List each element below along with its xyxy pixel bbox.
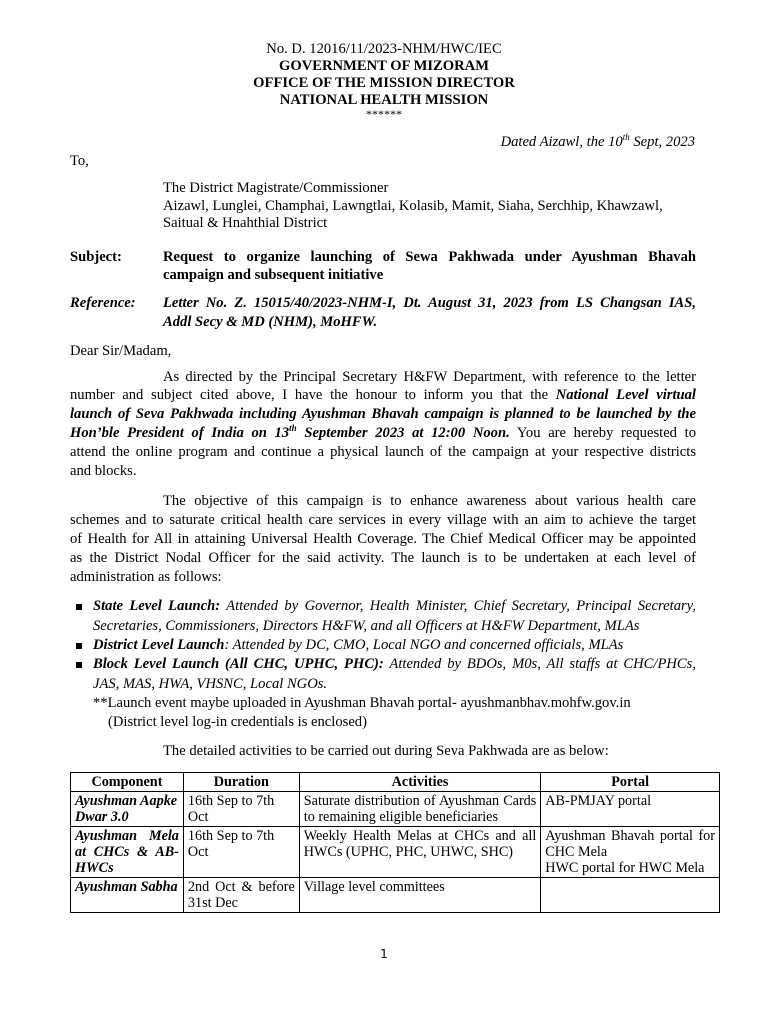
row-component: Ayushman Sabha: [71, 878, 184, 913]
bullet-state-line-1: [93, 598, 696, 615]
note-line-2: (District level log-in credentials is enclosed): [108, 714, 367, 730]
row-portal-line-1: Ayushman Bhavah portal for CHC Mela: [545, 828, 715, 860]
para1-line-2a: number and subject cited above, I have the honour to inform you that the: [70, 387, 556, 403]
row-component: Ayushman Mela at CHCs & AB-HWCs: [71, 827, 184, 878]
bullet-square-icon: [76, 643, 82, 649]
header-duration: Duration: [183, 773, 299, 792]
row-portal: [541, 827, 720, 878]
bullet-district-text: : Attended by DC, CMO, Local NGO and concerned officials, MLAs: [224, 637, 624, 653]
date-prefix: Dated Aizawl, the 10: [500, 134, 623, 150]
table-row: [71, 878, 720, 913]
subject-line-1: Request to organize launching of Sewa Pakhwada under Ayushman Bhavah: [163, 249, 696, 265]
header-component: Component: [71, 773, 184, 792]
reference-line-2: Addl Secy & MD (NHM), MoHFW.: [163, 314, 378, 330]
government-heading: GOVERNMENT OF MIZORAM: [279, 58, 489, 74]
page-number: 1: [380, 947, 388, 961]
para1-line-6: and blocks.: [70, 463, 137, 479]
reference-line-1: Letter No. Z. 15015/40/2023-NHM-I, Dt. August 31, 2023 from LS Changsan IAS,: [163, 295, 696, 311]
table-row: [71, 827, 720, 878]
bullet-state-text: Attended by Governor, Health Minister, Chief Secretary, Principal Secretary,: [220, 598, 696, 614]
para1-line-4b: September 2023 at 12:00 Noon.: [296, 425, 510, 441]
activities-table: [70, 772, 720, 913]
para1-line-4a: Hon’ble President of India on 13: [70, 425, 290, 441]
header-stars: ******: [366, 107, 402, 121]
letter-number: No. D. 12016/11/2023-NHM/HWC/IEC: [266, 41, 502, 57]
to-label: To,: [70, 153, 89, 169]
bullet-square-icon: [76, 604, 82, 610]
bullet-square-icon: [76, 662, 82, 668]
row-portal: AB-PMJAY portal: [541, 792, 720, 827]
bullet-block-label: Block Level Launch (All CHC, UPHC, PHC):: [93, 656, 384, 672]
letter-date: [501, 134, 695, 151]
bullet-state-line-2: Secretaries, Commissioners, Directors H&FW, and all Officers at H&FW Department, MLAs: [93, 618, 640, 634]
row-component: Ayushman Aapke Dwar 3.0: [71, 792, 184, 827]
para1-line-4: [70, 425, 696, 442]
header-activities: Activities: [299, 773, 541, 792]
row-portal-line-2: HWC portal for HWC Mela: [545, 860, 705, 876]
para2-line-2: schemes and to saturate critical health care services in every village with an aim to achieve the target: [70, 512, 696, 528]
para2-line-1: The objective of this campaign is to enhance awareness about various health care: [163, 493, 696, 509]
recipient-title: The District Magistrate/Commissioner: [163, 180, 389, 196]
row-portal: [541, 878, 720, 913]
bullet-state-label: State Level Launch:: [93, 598, 221, 614]
para2-line-3: of Health for All in attaining Universal Health Coverage. The Chief Medical Officer may be appointed: [70, 531, 696, 547]
para2-line-4: as the District Nodal Officer for the said activity. The launch is to be undertaken at each level of: [70, 550, 696, 566]
recipient-districts: Aizawl, Lunglei, Champhai, Lawngtlai, Kolasib, Mamit, Siaha, Serchhip, Khawzawl,: [163, 198, 663, 214]
mission-heading: NATIONAL HEALTH MISSION: [279, 92, 489, 108]
office-heading: OFFICE OF THE MISSION DIRECTOR: [253, 75, 515, 91]
row-activities: Weekly Health Melas at CHCs and all HWCs (UPHC, PHC, UHWC, SHC): [299, 827, 541, 878]
bullet-block-line-1: [93, 656, 696, 673]
row-activities: Village level committees: [299, 878, 541, 913]
table-intro: The detailed activities to be carried out during Seva Pakhwada are as below:: [163, 743, 609, 759]
date-sup: th: [622, 132, 630, 142]
row-duration: 2nd Oct & before 31st Dec: [183, 878, 299, 913]
bullet-block-line-2: JAS, MAS, HWA, VHSNC, Local NGOs.: [93, 676, 328, 692]
reference-label: Reference:: [70, 295, 136, 311]
bullet-district-label: District Level Launch: [93, 637, 225, 653]
subject-label: Subject:: [70, 249, 122, 265]
para2-line-5: administration as follows:: [70, 569, 222, 585]
salutation: Dear Sir/Madam,: [70, 343, 172, 359]
para1-line-2: [70, 387, 696, 404]
bullet-block-text: Attended by BDOs, M0s, All staffs at CHC/PHCs,: [383, 656, 696, 672]
row-activities: Saturate distribution of Ayushman Cards to remaining eligible beneficiaries: [299, 792, 541, 827]
table-row: [71, 792, 720, 827]
recipient-districts-cont: Saitual & Hnahthial District: [163, 215, 328, 231]
para1-line-3: launch of Seva Pakhwada including Ayushman Bhavah campaign is planned to be launched by the: [70, 406, 696, 422]
date-suffix: Sept, 2023: [629, 134, 695, 150]
header-portal: Portal: [541, 773, 720, 792]
para1-line-4-sup: th: [289, 423, 297, 433]
row-duration: 16th Sep to 7th Oct: [183, 827, 299, 878]
para1-line-1: As directed by the Principal Secretary H&FW Department, with reference to the letter: [163, 369, 696, 385]
bullet-district: [93, 637, 623, 654]
table-header-row: [71, 773, 720, 792]
para1-line-2b: National Level virtual: [555, 387, 696, 403]
para1-line-5: attend the online program and continue a physical launch of the campaign at your respective districts: [70, 444, 696, 460]
para1-line-4c: You are hereby requested to: [509, 425, 696, 441]
row-duration: 16th Sep to 7th Oct: [183, 792, 299, 827]
subject-line-2: campaign and subsequent initiative: [163, 267, 384, 283]
note-line-1: **Launch event maybe uploaded in Ayushman Bhavah portal- ayushmanbhav.mohfw.gov.in: [93, 695, 631, 711]
